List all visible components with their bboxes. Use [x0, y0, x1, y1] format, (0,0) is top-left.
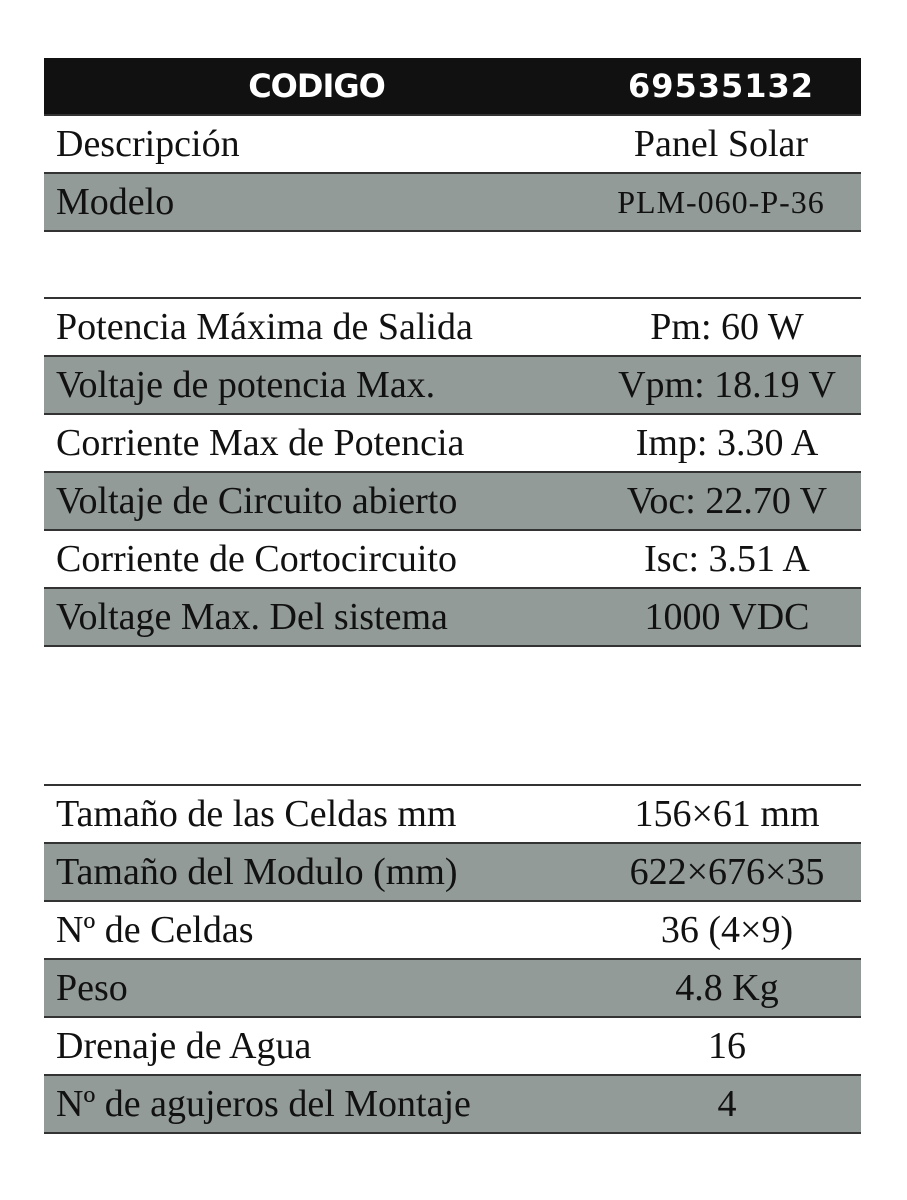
spec-label: Potencia Máxima de Salida [44, 298, 601, 356]
spec-value: 4.8 Kg [601, 959, 861, 1017]
table-row [44, 356, 861, 414]
description-row [44, 115, 861, 173]
spec-value: Isc: 3.51 A [601, 530, 861, 588]
spec-label: Drenaje de Agua [44, 1017, 601, 1075]
model-row [44, 173, 861, 231]
spec-value: 622×676×35 [601, 843, 861, 901]
table-row [44, 472, 861, 530]
code-label: CODIGO [44, 58, 589, 115]
spec-value: 1000 VDC [601, 588, 861, 646]
spec-value: 16 [601, 1017, 861, 1075]
table-row [44, 298, 861, 356]
table-row [44, 530, 861, 588]
spec-label: Voltage Max. Del sistema [44, 588, 601, 646]
model-value: PLM-060-P-36 [589, 173, 861, 231]
spec-label: Voltaje de Circuito abierto [44, 472, 601, 530]
table-row [44, 1017, 861, 1075]
spec-label: Nº de agujeros del Montaje [44, 1075, 601, 1133]
description-label: Descripción [44, 115, 589, 173]
spec-value: Pm: 60 W [601, 298, 861, 356]
product-id-table [44, 58, 861, 232]
spec-label: Tamaño de las Celdas mm [44, 785, 601, 843]
table-row [44, 843, 861, 901]
physical-specs-table [44, 784, 861, 1134]
spec-label: Nº de Celdas [44, 901, 601, 959]
description-value: Panel Solar [589, 115, 861, 173]
spec-value: Voc: 22.70 V [601, 472, 861, 530]
spec-value: 36 (4×9) [601, 901, 861, 959]
spec-label: Peso [44, 959, 601, 1017]
spec-value: 156×61 mm [601, 785, 861, 843]
model-label: Modelo [44, 173, 589, 231]
code-row [44, 58, 861, 115]
spec-label: Corriente Max de Potencia [44, 414, 601, 472]
electrical-specs-table [44, 297, 861, 647]
table-row [44, 785, 861, 843]
table-row [44, 414, 861, 472]
spec-value: Vpm: 18.19 V [601, 356, 861, 414]
spec-value: Imp: 3.30 A [601, 414, 861, 472]
spec-label: Voltaje de potencia Max. [44, 356, 601, 414]
spec-value: 4 [601, 1075, 861, 1133]
table-row [44, 588, 861, 646]
table-row [44, 1075, 861, 1133]
table-row [44, 959, 861, 1017]
table-row [44, 901, 861, 959]
spec-label: Corriente de Cortocircuito [44, 530, 601, 588]
spec-label: Tamaño del Modulo (mm) [44, 843, 601, 901]
code-value: 69535132 [589, 58, 861, 115]
